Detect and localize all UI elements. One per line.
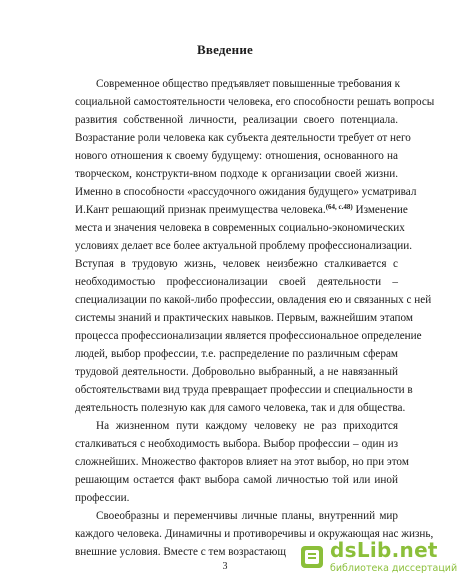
- text-line: сложнейших. Множество факторов влияет на этот выбор, но при этом: [75, 456, 409, 468]
- watermark-brand: dsLib.net: [330, 538, 438, 562]
- text-line-with-citation: [75, 201, 408, 219]
- text-line: необходимостью профессионализации своей деятельности –: [75, 276, 398, 288]
- text-line: процесса профессионализации является профессиональное определение: [75, 330, 422, 342]
- text-line-main: И.Кант решающий признак преимущества человека.: [75, 204, 326, 216]
- text-line: Именно в способности «рассудочного ожидания будущего» усматривал: [75, 186, 417, 198]
- text-line: сталкиваться с необходимость выбора. Выбор профессии – один из: [75, 438, 398, 450]
- text-line: каждого человека. Динамичны и противоречивы и окружающая нас жизнь,: [75, 528, 434, 540]
- text-line: условиях делает все более актуальной проблему профессионализации.: [75, 240, 413, 252]
- text-line: Возрастание роли человека как субъекта деятельности требует от него: [75, 132, 411, 144]
- text-line: решающим остается факт выбора самой личностью той или иной: [75, 474, 398, 486]
- text-line: трудовой деятельности. Добровольно выбранный, а не навязанный: [75, 366, 398, 378]
- text-line: обстоятельствами вид труда превращает профессии и специальности в: [75, 384, 413, 396]
- text-line: Современное общество предъявляет повышенные требования к: [96, 78, 401, 90]
- text-line: развития собственной личности, реализации своего потенциала.: [75, 114, 398, 126]
- text-line: Своеобразны и переменчивы личные планы, внутренний мир: [96, 510, 398, 522]
- text-line: Вступая в трудовую жизнь, человек неизбежно сталкивается с: [75, 258, 398, 270]
- page-number: 3: [222, 561, 228, 572]
- citation-superscript: (64, с.48): [325, 203, 353, 211]
- text-line: деятельность полезную как для самого человека, так и для общества.: [75, 402, 406, 414]
- book-icon: [300, 544, 324, 570]
- text-line: внешние условия. Вместе с тем возрастающ: [75, 546, 286, 558]
- watermark: [300, 536, 457, 580]
- text-line: творческом, конструкти-вном подходе к организации своей жизни.: [75, 168, 398, 180]
- watermark-subtitle: библиотека диссертаций: [330, 563, 457, 574]
- text-line: места и значения человека в современных социально-экономических: [75, 222, 405, 234]
- page-title: Введение: [197, 42, 253, 57]
- text-line: системы знаний и практических навыков. Первым, важнейшим этапом: [75, 312, 413, 324]
- text-line: людей, выбор профессии, т.е. распределение по различным сферам: [75, 348, 398, 360]
- text-line: нового отношения к своему будущему: отношения, основанного на: [75, 150, 398, 162]
- text-line: социальной самостоятельности человека, его способности решать вопросы: [75, 96, 435, 108]
- text-line-tail: Изменение: [355, 204, 408, 216]
- text-line: специализации по какой-либо профессии, овладения ею и связанных с ней: [75, 294, 432, 306]
- text-line: На жизненном пути каждому человеку не раз приходится: [96, 420, 398, 432]
- text-line: профессии.: [75, 492, 130, 504]
